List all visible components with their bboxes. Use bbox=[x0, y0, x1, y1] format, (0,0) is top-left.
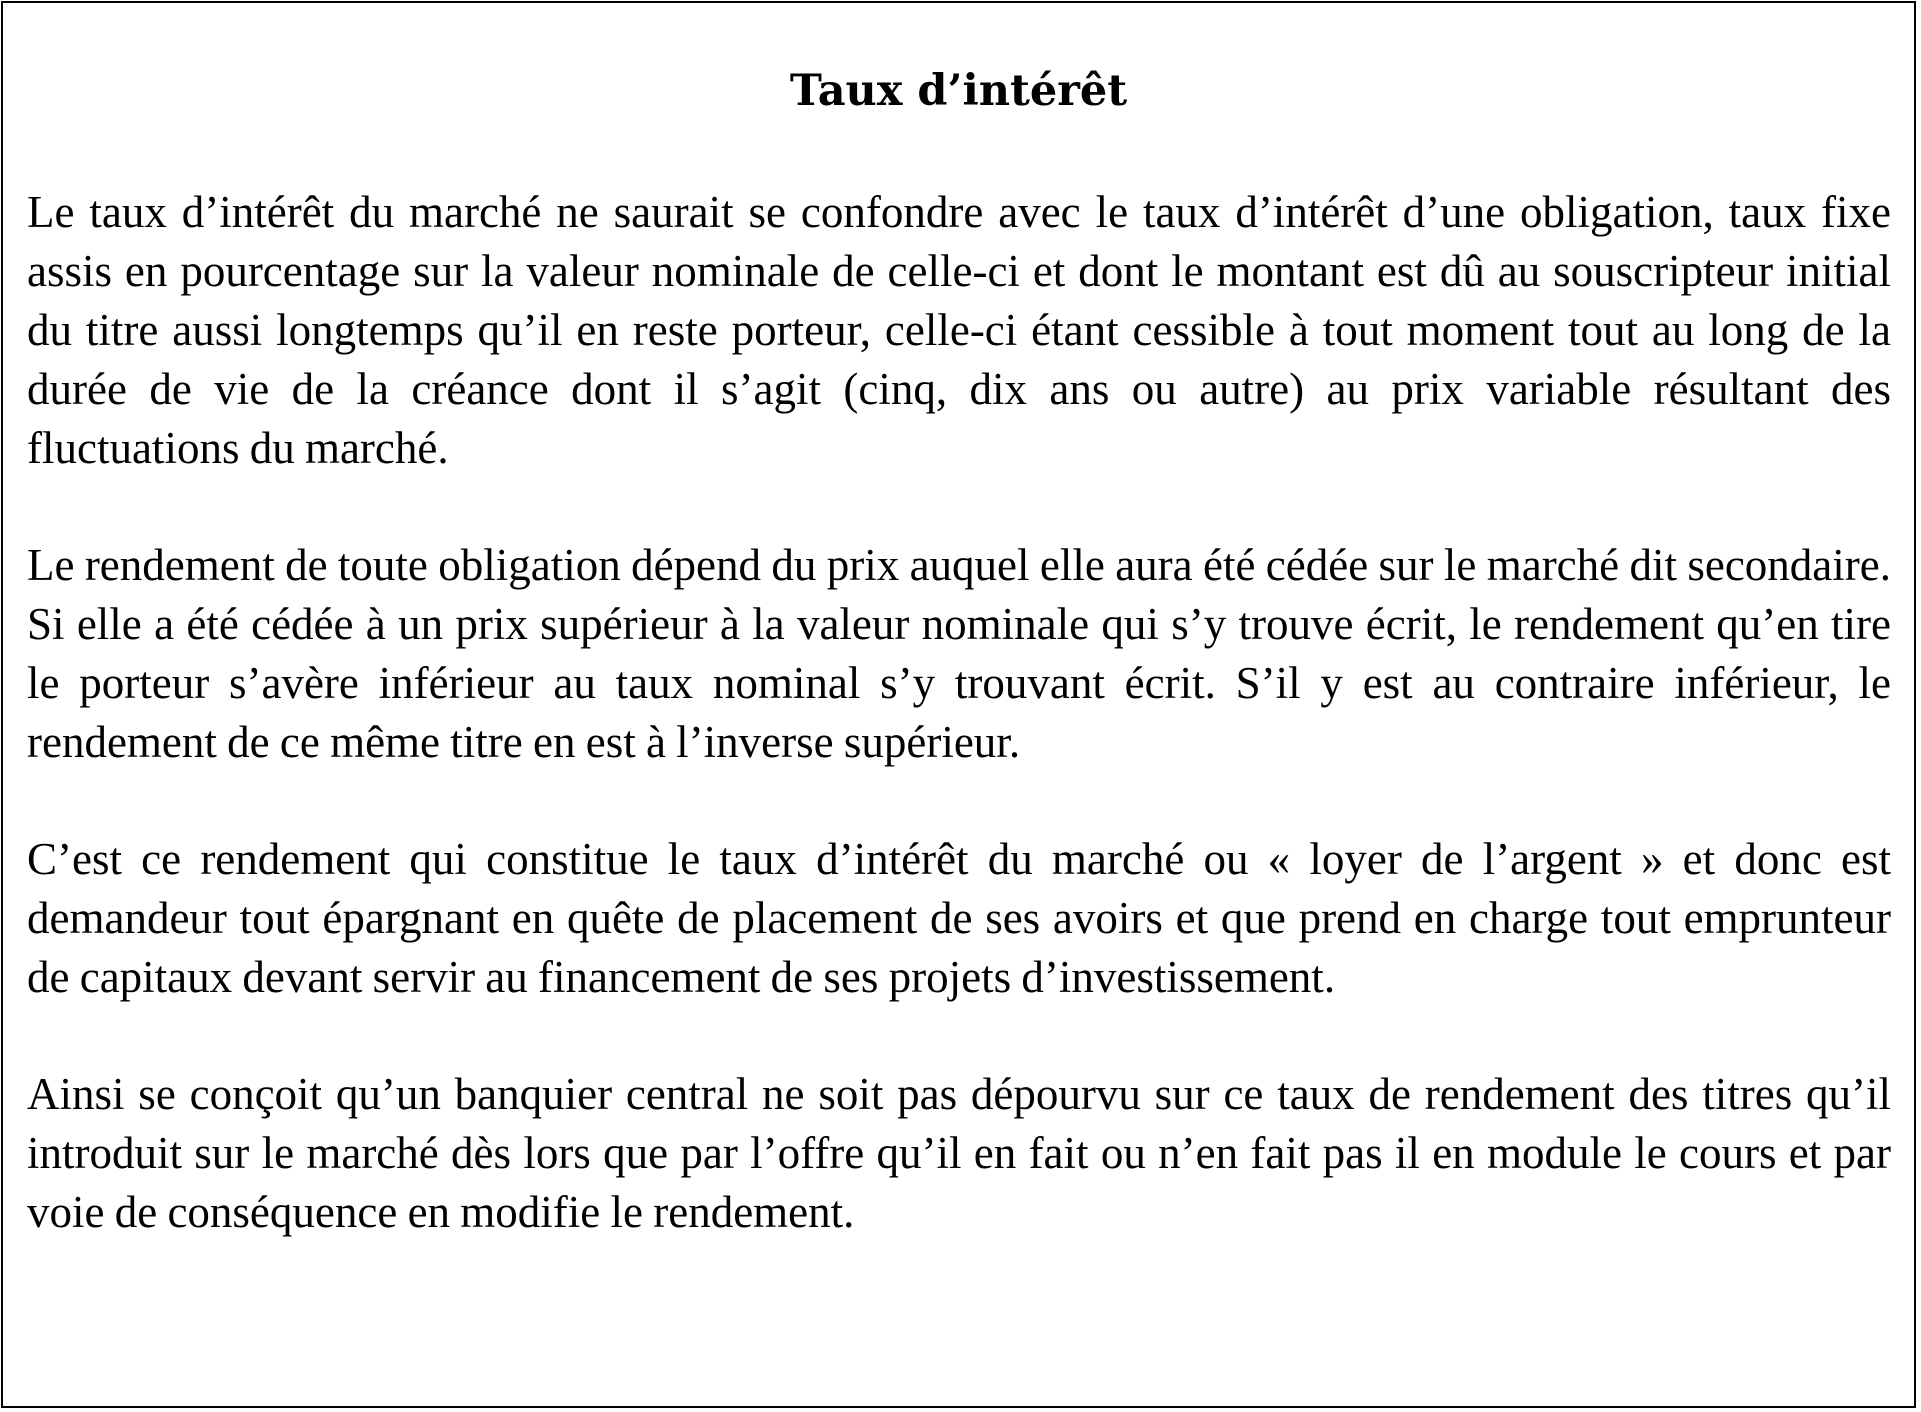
paragraph-cost-of-money: C’est ce rendement qui constitue le taux d’intérêt du marché ou « loyer de l’argent » et donc est demandeur tout épargnant en quête de placement de ses avoirs et que prend en charge tout emprunteur de capitaux devant servir au financement de ses projets d’investissement. bbox=[27, 834, 1891, 1002]
document-title: Taux d’intérêt bbox=[789, 66, 1128, 116]
paragraph-central-banker: Ainsi se conçoit qu’un banquier central ne soit pas dépourvu sur ce taux de rendement des titres qu’il introduit sur le marché dès lors que par l’offre qu’il en fait ou n’en fait pas il en module le cours et par voie de conséquence en modifie le rendement. bbox=[27, 1069, 1891, 1237]
document-body bbox=[27, 183, 1891, 1242]
document-frame bbox=[1, 1, 1916, 1408]
paragraph-bond-yield: Le rendement de toute obligation dépend du prix auquel elle aura été cédée sur le marché dit secondaire. Si elle a été cédée à un prix supérieur à la valeur nominale qui s’y trouve écrit, le rendement qu’en tire le porteur s’avère inférieur au taux nominal s’y trouvant écrit. S’il y est au contraire inférieur, le rendement de ce même titre en est à l’inverse supérieur. bbox=[27, 540, 1891, 767]
paragraph-market-rate: Le taux d’intérêt du marché ne saurait se confondre avec le taux d’intérêt d’une obligation, taux fixe assis en pourcentage sur la valeur nominale de celle-ci et dont le montant est dû au souscripteur initial du titre aussi longtemps qu’il en reste porteur, celle-ci étant cessible à tout moment tout au long de la durée de vie de la créance dont il s’agit (cinq, dix ans ou autre) au prix variable résultant des fluctuations du marché. bbox=[27, 187, 1891, 473]
